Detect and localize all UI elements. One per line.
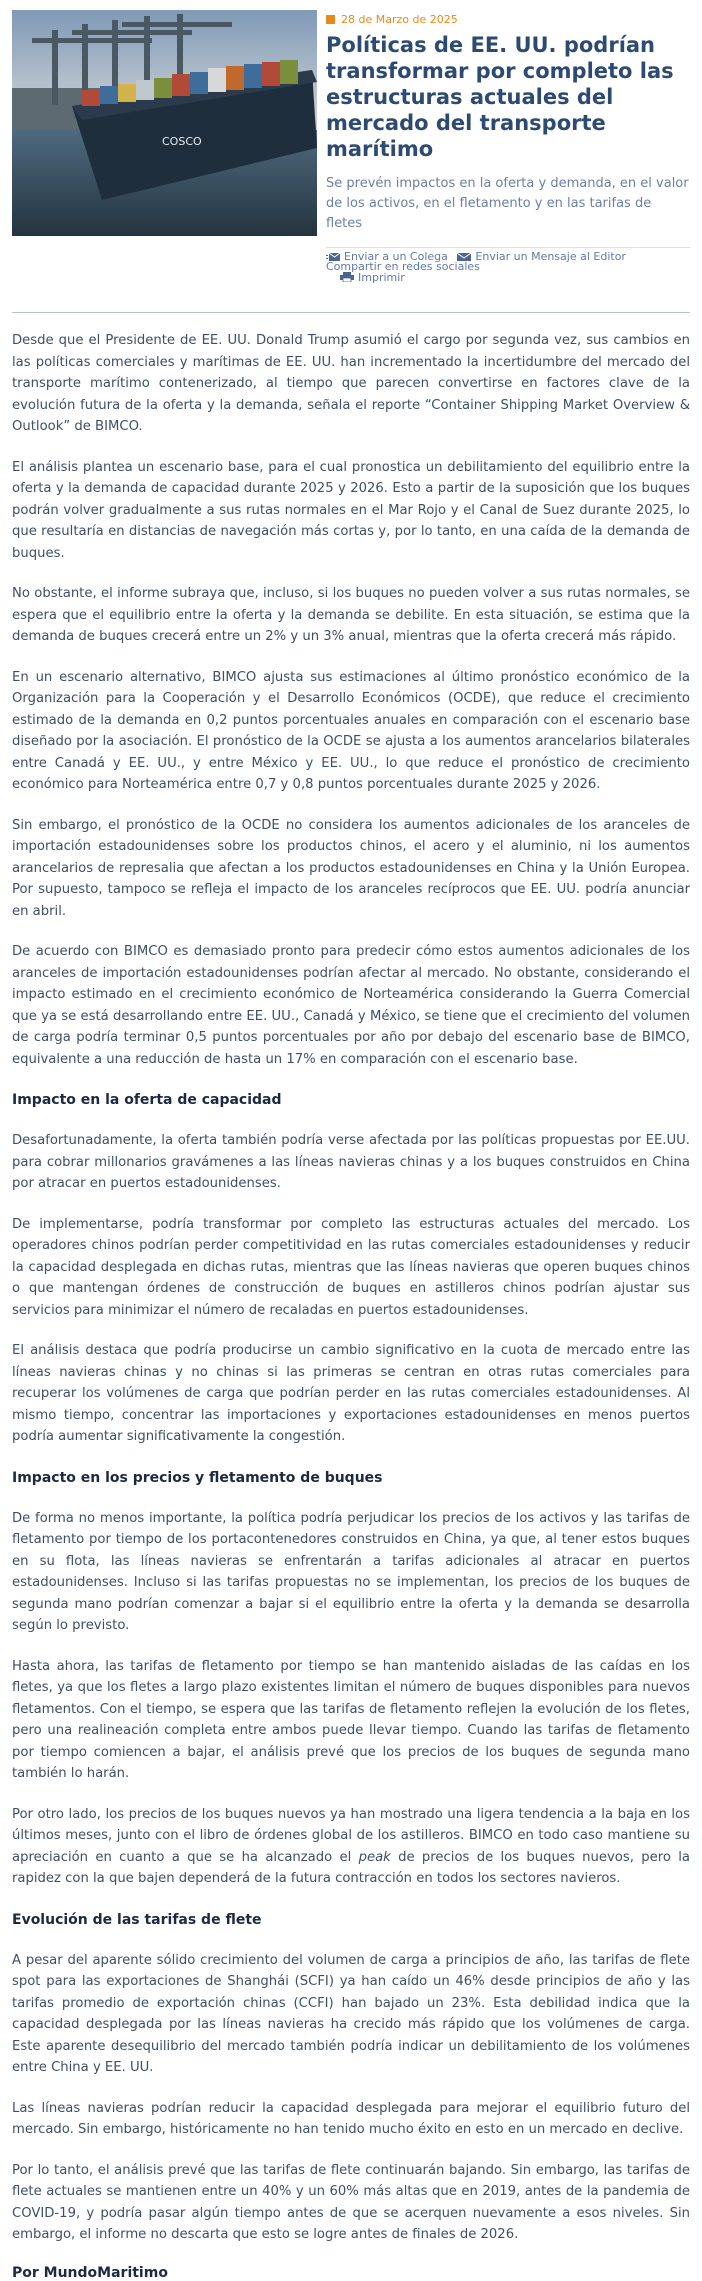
section-heading-freight: Evolución de las tarifas de flete: [12, 1911, 262, 1928]
body-paragraph: [12, 1804, 690, 1890]
send-to-colleague-label: Enviar a un Colega: [344, 250, 448, 263]
article-divider: [12, 312, 690, 313]
body-paragraph: De acuerdo con BIMCO es demasiado pronto para predecir cómo estos aumentos adicionales de los aranceles de importación estadounidenses podrían afectar al mercado. No obstante, considerando el impacto estimado en el crecimiento económico de Norteamérica considerando la Guerra Comercial que ya se está desarrollando entre EE. UU., Canadá y México, se tiene que el crecimiento del volumen de carga podría terminar 0,5 puntos porcentuales por año por debajo del escenario base de BIMCO, equivalente a una reducción de hasta un 17% en comparación con el escenario base.: [12, 944, 690, 1067]
share-social-link[interactable]: Compartir en redes sociales: [326, 260, 480, 273]
body-paragraph: Las líneas navieras podrían reducir la capacidad desplegada para mejorar el equilibrio futuro del mercado. Sin embargo, históricamente no han tenido mucho éxito en esto en un mercado en declive.: [12, 2100, 690, 2137]
body-paragraph: Hasta ahora, las tarifas de fletamento por tiempo se han mantenido aisladas de las caídas en los fletes, ya que los fletes a largo plazo existentes limitan el número de buques disponibles para nuevos fletamentos. Con el tiempo, se espera que las tarifas de fletamento reflejen la evolución de los fletes, pero una realineación completa entre ambos puede llevar tiempo. Cuando las tarifas de fletamento por tiempo comiencen a bajar, el análisis prevé que los precios de los buques de segunda mano también lo harán.: [12, 1658, 690, 1781]
article-meta: [326, 10, 690, 285]
header-divider: [326, 247, 690, 248]
date-marker-icon: [326, 15, 335, 24]
body-paragraph: Desde que el Presidente de EE. UU. Donald Trump asumió el cargo por segunda vez, sus cambios en las políticas comerciales y marítimas de EE. UU. han incrementado la incertidumbre del mercado del transporte marítimo contenerizado, al tiempo que parecen convertirse en factores clave de la evolución futura de la oferta y la demanda, señala el reporte “Container Shipping Market Overview & Outlook” de BIMCO.: [12, 333, 690, 434]
hero-image: [12, 10, 317, 236]
article-date: 28 de Marzo de 2025: [341, 12, 458, 26]
send-to-editor-label: Enviar un Mensaje al Editor: [475, 250, 626, 263]
article-signature: Por MundoMaritimo: [12, 2264, 168, 2281]
body-paragraph: Desafortunadamente, la oferta también podría verse afectada por las políticas propuestas por EE.UU. para cobrar millonarios gravámenes a las líneas navieras chinas y a los buques construidos en China por atracar en puertos estadounidenses.: [12, 1133, 690, 1191]
body-paragraph: De implementarse, podría transformar por completo las estructuras actuales del mercado. Los operadores chinos podrían perder competitividad en las rutas comerciales estadounidenses y reducir la capacidad desplegada en dichas rutas, mientras que las líneas navieras que operen buques chinos o que mantengan órdenes de construcción de buques en astilleros chinos podrían ajustar sus servicios para minimizar el número de recaladas en puertos estadounidenses.: [12, 1216, 690, 1318]
date-row: [326, 10, 690, 28]
ship-hull-text: COSCO: [162, 135, 202, 148]
article-title: Políticas de EE. UU. podrían transformar por completo las estructuras actuales del mercado del transporte marítimo: [326, 33, 674, 161]
body-paragraph: De forma no menos importante, la política podría perjudicar los precios de los activos y las tarifas de fletamento por tiempo de los portacontenedores construidos en China, ya que, al tener estos buques en su flota, las líneas navieras se enfrentarán a tarifas adicionales al atracar en puertos estadounidenses. Incluso si las tarifas propuestas no se implementan, los precios de los buques de segunda mano podrían comenzar a bajar si el equilibrio entre la oferta y la demanda se desarrolla según lo previsto.: [12, 1510, 690, 1633]
body-paragraph: Por lo tanto, el análisis prevé que las tarifas de flete continuarán bajando. Sin embargo, las tarifas de flete actuales se mantienen entre un 40% y un 60% más altas que en 2019, antes de la pandemia de COVID-19, y podría pasar algún tiempo antes de que se acerquen nuevamente a esos niveles. Sin embargo, el informe no descarta que esto se logre antes de finales de 2026.: [12, 2162, 690, 2242]
container-ship-image: [12, 10, 317, 236]
body-paragraph: No obstante, el informe subraya que, incluso, si los buques no pueden volver a sus rutas normales, se espera que el equilibrio entre la oferta y la demanda se debilite. En esta situación, se estima que la demanda de buques crecerá entre un 2% y un 3% anual, mientras que la oferta crecerá más rápido.: [12, 586, 690, 644]
article-header: [0, 0, 702, 310]
body-paragraph: El análisis destaca que podría producirse un cambio significativo en la cuota de mercado entre las líneas navieras chinas y no chinas si las primeras se centran en otras rutas comerciales para recuperar los volúmenes de carga que podrían perder en las rutas comerciales estadounidenses. Al mismo tiempo, concentrar las importaciones y exportaciones estadounidenses en menos puertos podría aumentar significativamente la congestión.: [12, 1343, 690, 1444]
section-heading-prices: Impacto en los precios y fletamento de buques: [12, 1469, 383, 1486]
body-paragraph: A pesar del aparente sólido crecimiento del volumen de carga a principios de año, las tarifas de flete spot para las exportaciones de Shanghái (SCFI) ya han caído un 46% desde principios de año y las tarifas promedio de exportación chinas (CCFI) han bajado un 23%. Esta debilidad indica que la capacidad desplegada por las líneas navieras ha crecido más rápido que los volúmenes de carga. Este aparente desequilibrio del mercado también podría indicar un debilitamiento de los volúmenes entre China y EE. UU.: [12, 1952, 690, 2075]
send-to-editor-link[interactable]: [457, 250, 626, 263]
emphasis-peak: peak: [358, 1849, 391, 1865]
print-label: Imprimir: [358, 270, 405, 284]
body-paragraph: En un escenario alternativo, BIMCO ajusta sus estimaciones al último pronóstico económico de la Organización para la Cooperación y el Desarrollo Económicos (OCDE), que reduce el crecimiento estimado de la demanda en 0,2 puntos porcentuales anuales en comparación con el escenario base diseñado por la asociación. El pronóstico de la OCDE se ajusta a los aumentos arancelarios bilaterales entre Canadá y EE. UU., y entre México y EE. UU., lo que reduce el pronóstico de crecimiento económico para Norteamérica entre 0,7 y 0,8 puntos porcentuales durante 2025 y 2026.: [12, 669, 690, 792]
paragraph-text-part: de precios de los buques nuevos, pero la rapidez con la que bajen dependerá de la futura contracción en todos los sectores navieros.: [12, 1849, 690, 1886]
body-paragraph: El análisis plantea un escenario base, para el cual pronostica un debilitamiento del equilibrio entre la oferta y la demanda de capacidad durante 2025 y 2026. Esto a partir de la suposición que los buques podrán volver gradualmente a sus rutas normales en el Mar Rojo y el Canal de Suez durante 2025, lo que resultaría en distancias de navegación más cortas y, por lo tanto, en una caída de la demanda de buques.: [12, 459, 690, 561]
printer-icon: [340, 272, 354, 282]
body-paragraph: Sin embargo, el pronóstico de la OCDE no considera los aumentos adicionales de los aranceles de importación estadounidenses sobre los productos chinos, el acero y el aluminio, ni los aumentos arancelarios de represalia que afectan a los productos estadounidenses en China y la Unión Europea. Por supuesto, tampoco se refleja el impacto de los aranceles recíprocos que EE. UU. podría anunciar en abril.: [12, 817, 690, 919]
article-body: [12, 330, 690, 2281]
paragraph-text-part: Por otro lado, los precios de los buques nuevos ya han mostrado una ligera tendencia a la baja en los últimos meses, junto con el libro de órdenes global de los astilleros. BIMCO en todo caso mantiene su apreciación en cuanto a que se ha alcanzado el: [12, 1806, 690, 1865]
article-subtitle: Se prevén impactos en la oferta y demanda, en el valor de los activos, en el fletamento y en las tarifas de fletes: [326, 176, 689, 231]
section-heading-capacity: Impacto en la oferta de capacidad: [12, 1092, 282, 1108]
